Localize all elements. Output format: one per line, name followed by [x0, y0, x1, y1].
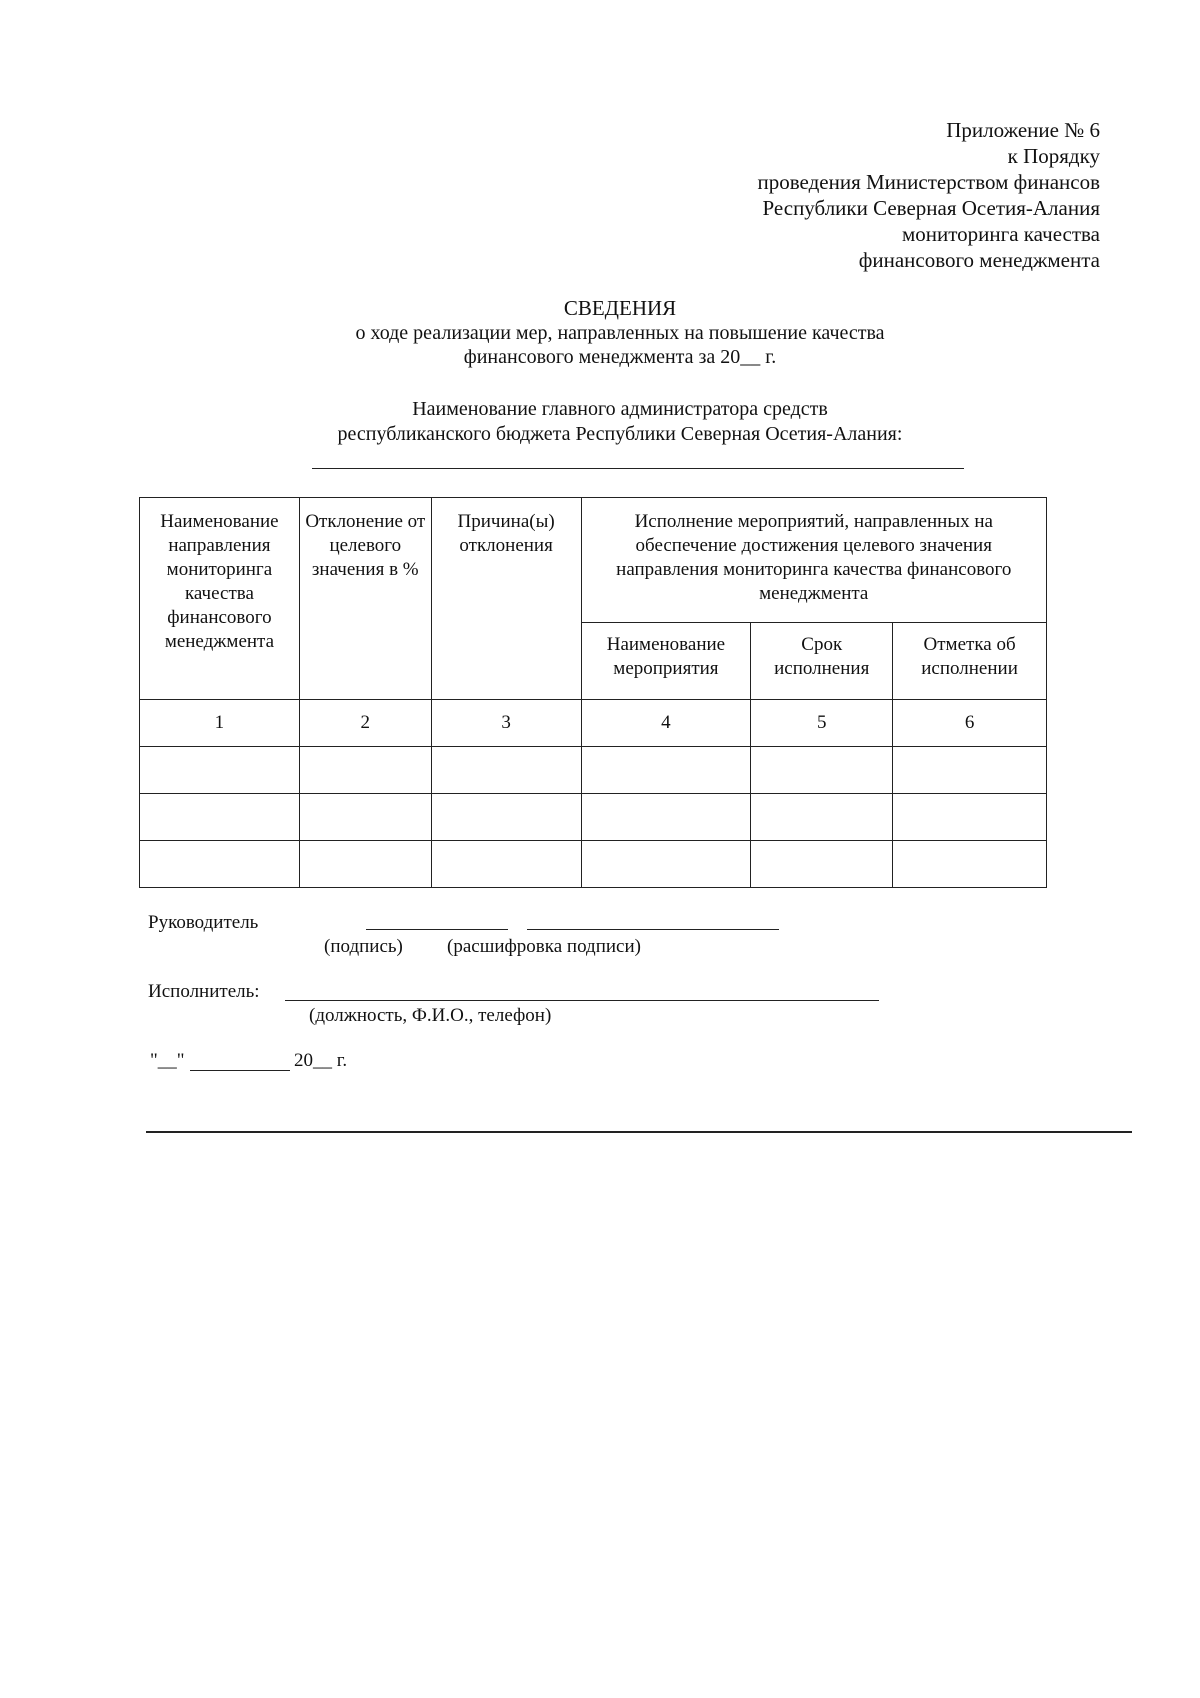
executor-field[interactable] [285, 1000, 879, 1001]
column-number: 3 [431, 700, 581, 747]
header-deadline: Срок исполнения [751, 623, 893, 700]
table-cell[interactable] [581, 747, 751, 794]
document-heading [300, 296, 940, 369]
table-header-row [140, 498, 1047, 623]
table-cell[interactable] [299, 794, 431, 841]
table-cell[interactable] [751, 794, 893, 841]
signature-caption: (подпись) [324, 936, 403, 957]
table-row [140, 794, 1047, 841]
appendix-reference [758, 117, 1100, 273]
head-signature-field[interactable] [366, 929, 508, 930]
head-label: Руководитель [148, 912, 259, 933]
administrator-label-line: республиканского бюджета Республики Северная Осетия-Алания: [337, 423, 903, 445]
bottom-divider [146, 1131, 1132, 1133]
table-cell[interactable] [893, 841, 1047, 888]
appendix-line: Республики Северная Осетия-Алания [762, 196, 1100, 220]
executor-caption: (должность, Ф.И.О., телефон) [309, 1005, 552, 1026]
administrator-name-field[interactable] [312, 468, 964, 469]
header-monitoring-direction: Наименование направления мониторинга качества финансового менеджмента [140, 498, 300, 700]
date-year: 20__ г. [294, 1050, 348, 1071]
appendix-line: финансового менеджмента [858, 248, 1100, 272]
head-signature-decoding-field[interactable] [527, 929, 779, 930]
table-row [140, 841, 1047, 888]
table-cell[interactable] [893, 794, 1047, 841]
header-execution-mark: Отметка об исполнении [893, 623, 1047, 700]
measures-table [139, 497, 1047, 888]
column-number: 6 [893, 700, 1047, 747]
table-row [140, 747, 1047, 794]
document-title: СВЕДЕНИЯ [563, 296, 677, 320]
table-cell[interactable] [751, 747, 893, 794]
administrator-label [300, 397, 940, 447]
header-measure-name: Наименование мероприятия [581, 623, 751, 700]
table-cell[interactable] [299, 747, 431, 794]
appendix-line: Приложение № 6 [946, 118, 1100, 142]
column-number-row [140, 700, 1047, 747]
table-cell[interactable] [140, 841, 300, 888]
header-deviation-percent: Отклонение от целевого значения в % [299, 498, 431, 700]
table-cell[interactable] [893, 747, 1047, 794]
table-cell[interactable] [431, 841, 581, 888]
header-deviation-reason: Причина(ы) отклонения [431, 498, 581, 700]
table-cell[interactable] [140, 794, 300, 841]
signature-decoding-caption: (расшифровка подписи) [447, 936, 641, 957]
column-number: 4 [581, 700, 751, 747]
appendix-line: проведения Министерством финансов [757, 170, 1100, 194]
table-cell[interactable] [751, 841, 893, 888]
appendix-line: мониторинга качества [901, 222, 1100, 246]
table-cell[interactable] [431, 794, 581, 841]
table-cell[interactable] [581, 794, 751, 841]
table-cell[interactable] [140, 747, 300, 794]
appendix-line: к Порядку [1007, 144, 1100, 168]
table-cell[interactable] [581, 841, 751, 888]
administrator-label-line: Наименование главного администратора средств [412, 398, 828, 420]
column-number: 2 [299, 700, 431, 747]
document-subtitle-line: финансового менеджмента за 20__ г. [463, 346, 777, 368]
executor-label: Исполнитель: [148, 981, 260, 1002]
document-subtitle-line: о ходе реализации мер, направленных на повышение качества [355, 322, 885, 344]
date-month-field[interactable] [190, 1070, 290, 1071]
header-measures-execution: Исполнение мероприятий, направленных на обеспечение достижения целевого значения направления мониторинга качества финансового менеджмента [581, 498, 1046, 623]
column-number: 5 [751, 700, 893, 747]
table-cell[interactable] [431, 747, 581, 794]
date-day: "__" [150, 1050, 185, 1071]
table-cell[interactable] [299, 841, 431, 888]
column-number: 1 [140, 700, 300, 747]
